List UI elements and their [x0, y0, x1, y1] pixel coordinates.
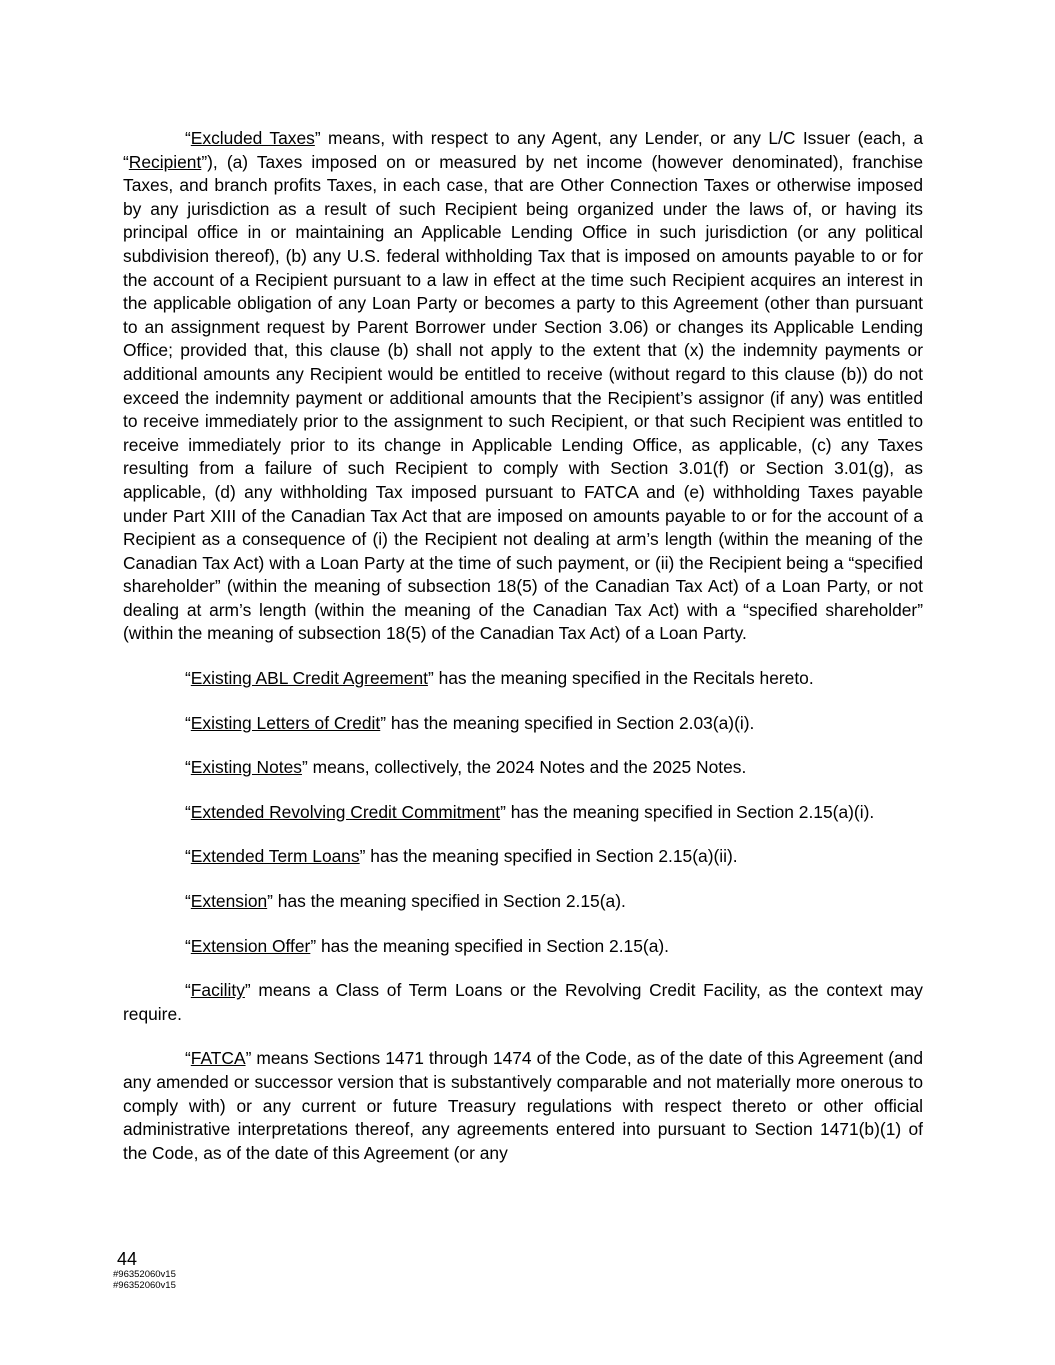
definition-fatca: “FATCA” means Sections 1471 through 1474 of the Code, as of the date of this Agreement (and any amended or successor version that is substantively comparable and not materially more onerous to comply with) or any current or future Treasury regulations with respect thereto or other official administrative interpretations thereof, any agreements entered into pursuant to Section 1471(b)(1) of the Code, as of the date of this Agreement (or any: [123, 1048, 923, 1163]
defined-term: Extended Revolving Credit Commitment: [190, 801, 501, 822]
defined-term: Extension: [190, 891, 268, 912]
definition-extension: “Extension” has the meaning specified in Section 2.15(a).: [185, 891, 626, 912]
definition-excluded-taxes: “Excluded Taxes” means, with respect to any Agent, any Lender, or any L/C Issuer (each, a “Recipient”), (a) Taxes imposed on or measured by net income (however denominated), franchise Taxes, and branch profits Taxes, in each case, that are Other Connection Taxes or otherwise imposed by any jurisdiction as a result of such Recipient being organized under the laws of, or having its principal office in or maintaining an Applicable Lending Office in such jurisdiction (or any political subdivision thereof), (b) any U.S. federal withholding Tax that is imposed on amounts payable to or for the account of a Recipient pursuant to a law in effect at the time such Recipient acquires an interest in the applicable obligation of any Loan Party or becomes a party to this Agreement (other than pursuant to an assignment request by Parent Borrower under Section 3.06) or changes its Applicable Lending Office; provided that, this clause (b) shall not apply to the extent that (x) the indemnity payments or additional amounts any Recipient would be entitled to receive (without regard to this clause (b)) do not exceed the indemnity payment or additional amounts that the Recipient’s assignor (if any) was entitled to receive immediately prior to the assignment to such Recipient, or that such Recipient was entitled to receive immediately prior to its change in Applicable Lending Office, as applicable, (c) any Taxes resulting from a failure of such Recipient to comply with Section 3.01(f) or Section 3.01(g), as applicable, (d) any withholding Tax imposed pursuant to FATCA and (e) withholding Taxes payable under Part XIII of the Canadian Tax Act that are imposed on amounts payable to or for the account of a Recipient as a consequence of (i) the Recipient not dealing at arm’s length (within the meaning of the Canadian Tax Act) with a Loan Party at the time of such payment, or (ii) the Recipient being a “specified shareholder” (within the meaning of subsection 18(5) of the Canadian Tax Act) of a Loan Party, or not dealing at arm’s length (within the meaning of the Canadian Tax Act) with a “specified shareholder” (within the meaning of subsection 18(5) of the Canadian Tax Act) of a Loan Party.: [123, 128, 923, 644]
defined-term: Extension Offer: [190, 935, 311, 956]
definition-text: ” means a Class of Term Loans or the Revolving Credit Facility, as the context may require.: [123, 980, 923, 1024]
definition-text: ” has the meaning specified in Section 2.03(a)(i).: [380, 712, 755, 733]
definition-text: ” has the meaning specified in Section 2.15(a).: [267, 891, 626, 912]
defined-term: Extended Term Loans: [190, 846, 360, 867]
definition-text: ” has the meaning specified in Section 2.15(a)(ii).: [359, 846, 738, 867]
definition-text: ” has the meaning specified in Section 2.15(a)(i).: [500, 801, 875, 822]
definition-extended-term-loans: “Extended Term Loans” has the meaning specified in Section 2.15(a)(ii).: [185, 846, 738, 867]
document-id: #96352060v15: [113, 1280, 176, 1291]
defined-term: Excluded Taxes: [190, 128, 315, 148]
document-body: [123, 127, 923, 1165]
definition-existing-notes: “Existing Notes” means, collectively, the 2024 Notes and the 2025 Notes.: [185, 757, 747, 778]
defined-term: Facility: [190, 980, 245, 1001]
definition-facility: “Facility” means a Class of Term Loans or the Revolving Credit Facility, as the context may require.: [123, 980, 923, 1024]
definition-extended-revolving-credit-commitment: “Extended Revolving Credit Commitment” has the meaning specified in Section 2.15(a)(i).: [185, 801, 875, 822]
defined-term: Recipient: [128, 151, 202, 172]
defined-term: Existing ABL Credit Agreement: [190, 668, 428, 689]
definition-text: ” means, collectively, the 2024 Notes and the 2025 Notes.: [301, 757, 747, 778]
definition-text: ” has the meaning specified in the Recitals hereto.: [427, 668, 814, 689]
definition-text: ” has the meaning specified in Section 2.15(a).: [310, 935, 669, 956]
page-number: 44: [117, 1249, 138, 1269]
definition-existing-letters-of-credit: “Existing Letters of Credit” has the meaning specified in Section 2.03(a)(i).: [185, 712, 755, 733]
defined-term: Existing Notes: [190, 757, 302, 778]
definition-existing-abl-credit-agreement: “Existing ABL Credit Agreement” has the meaning specified in the Recitals hereto.: [185, 668, 814, 689]
definition-text: ” means Sections 1471 through 1474 of the Code, as of the date of this Agreement (and any amended or successor version that is substantively comparable and not materially more onerous to comply with) or any current or future Treasury regulations with respect thereto or other official administrative interpretations thereof, any agreements entered into pursuant to Section 1471(b)(1) of the Code, as of the date of this Agreement (or any: [123, 1048, 923, 1163]
definition-extension-offer: “Extension Offer” has the meaning specified in Section 2.15(a).: [185, 935, 669, 956]
document-id: #96352060v15: [113, 1269, 176, 1280]
defined-term: Existing Letters of Credit: [190, 712, 381, 733]
definition-text: ” means, with respect to any Agent, any Lender, or any L/C Issuer (each, a “: [123, 128, 923, 172]
defined-term: FATCA: [190, 1048, 246, 1069]
page-footer: [113, 1249, 176, 1291]
definition-text: ”), (a) Taxes imposed on or measured by net income (however denominated), franchise Taxes, and branch profits Taxes, in each case, that are Other Connection Taxes or otherwise imposed by any jurisdiction as a result of such Recipient being organized under the laws of, or having its principal office in or maintaining an Applicable Lending Office in such jurisdiction (or any political subdivision thereof), (b) any U.S. federal withholding Tax that is imposed on amounts payable to or for the account of a Recipient pursuant to a law in effect at the time such Recipient acquires an interest in the applicable obligation of any Loan Party or becomes a party to this Agreement (other than pursuant to an assignment request by Parent Borrower under Section 3.06) or changes its Applicable Lending Office; provided that, this clause (b) shall not apply to the extent that (x) the indemnity payments or additional amounts any Recipient would be entitled to receive (without regard to this clause (b)) do not exceed the indemnity payment or additional amounts that the Recipient’s assignor (if any) was entitled to receive immediately prior to the assignment to such Recipient, or that such Recipient was entitled to receive immediately prior to its change in Applicable Lending Office, as applicable, (c) any Taxes resulting from a failure of such Recipient to comply with Section 3.01(f) or Section 3.01(g), as applicable, (d) any withholding Tax imposed pursuant to FATCA and (e) withholding Taxes payable under Part XIII of the Canadian Tax Act that are imposed on amounts payable to or for the account of a Recipient as a consequence of (i) the Recipient not dealing at arm’s length (within the meaning of the Canadian Tax Act) with a Loan Party at the time of such payment, or (ii) the Recipient being a “specified shareholder” (within the meaning of subsection 18(5) of the Canadian Tax Act) of a Loan Party, or not dealing at arm’s length (within the meaning of the Canadian Tax Act) with a “specified shareholder” (within the meaning of subsection 18(5) of the Canadian Tax Act) of a Loan Party.: [123, 151, 923, 644]
